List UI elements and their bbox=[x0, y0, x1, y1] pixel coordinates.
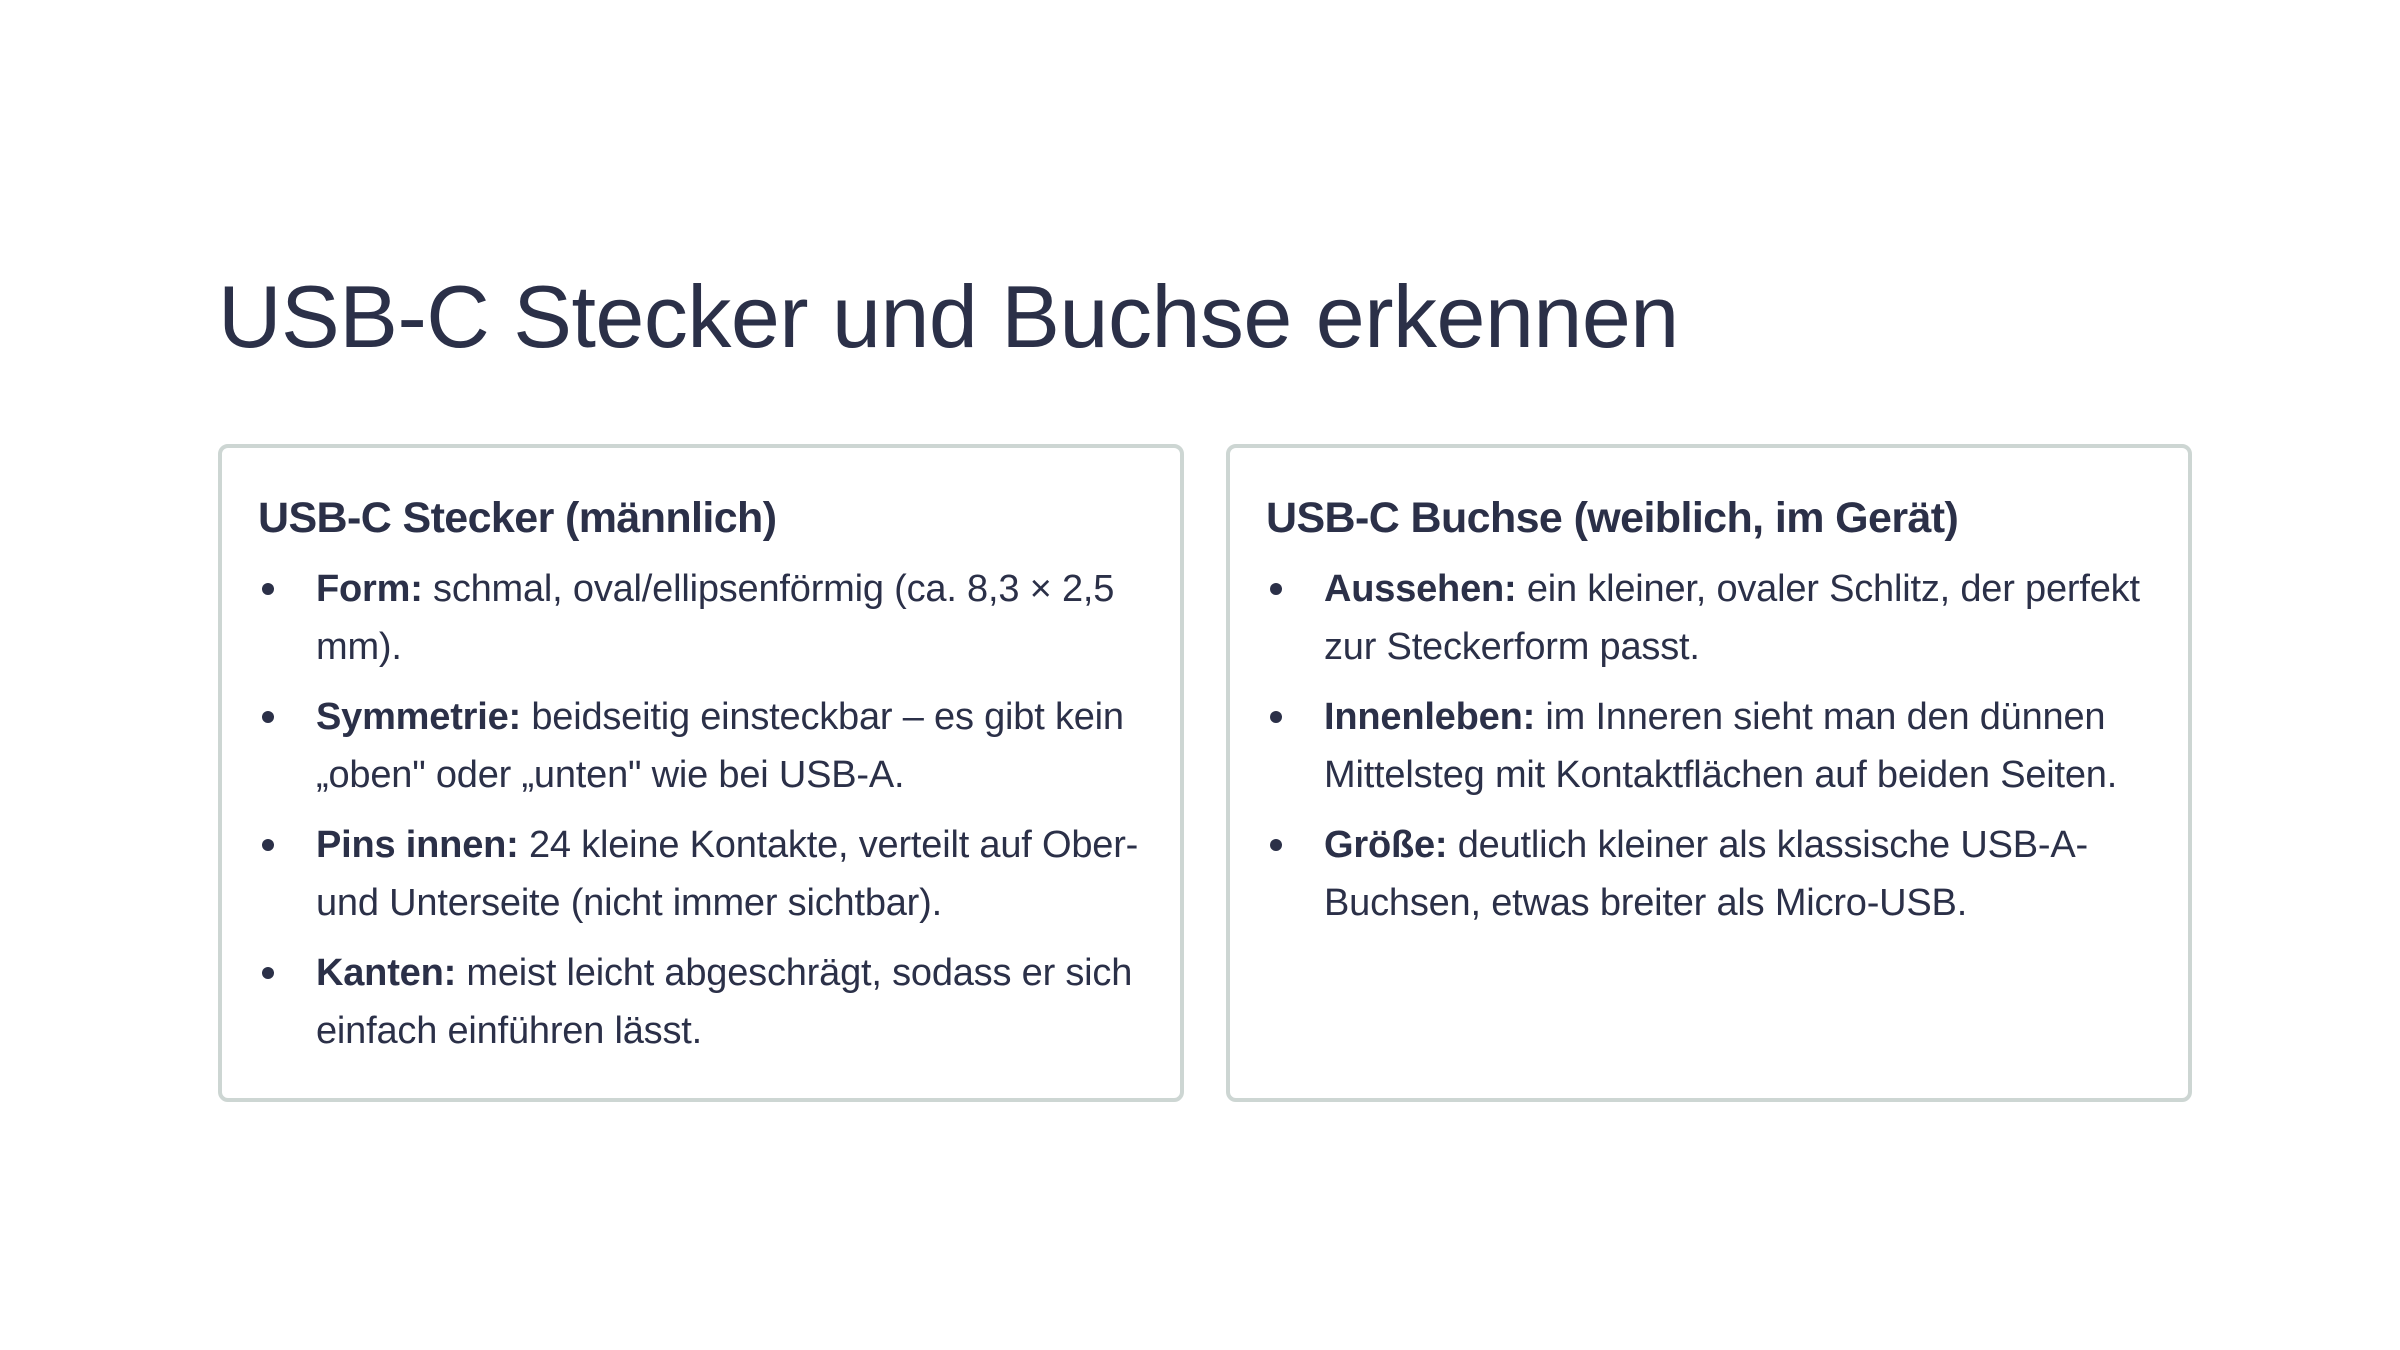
card-stecker bbox=[218, 444, 1184, 1102]
bullet-icon bbox=[1270, 583, 1282, 595]
bullet-icon bbox=[1270, 839, 1282, 851]
bullet-text: ein kleiner, ovaler Schlitz, der perfekt zur Steckerform passt. bbox=[1324, 568, 2140, 668]
bullet-icon bbox=[262, 839, 274, 851]
bullet-text: meist leicht abgeschrägt, sodass er sich einfach einführen lässt. bbox=[316, 952, 1133, 1052]
bullet-term: Innenleben: bbox=[1324, 696, 1536, 738]
bullet-list bbox=[258, 560, 1144, 1060]
slide-title: USB-C Stecker und Buchse erkennen bbox=[218, 267, 1679, 366]
bullet-text: deutlich kleiner als klassische USB-A-Buchsen, etwas breiter als Micro-USB. bbox=[1324, 824, 2088, 924]
bullet-term: Aussehen: bbox=[1324, 568, 1517, 610]
card-buchse bbox=[1226, 444, 2192, 1102]
card-heading: USB-C Buchse (weiblich, im Gerät) bbox=[1266, 494, 1959, 542]
list-item bbox=[258, 688, 1144, 804]
list-item bbox=[1266, 560, 2152, 676]
bullet-text: schmal, oval/ellipsenförmig (ca. 8,3 × 2,5 mm). bbox=[316, 568, 1115, 668]
list-item bbox=[258, 560, 1144, 676]
bullet-term: Symmetrie: bbox=[316, 696, 521, 738]
bullet-text: im Inneren sieht man den dünnen Mittelsteg mit Kontaktflächen auf beiden Seiten. bbox=[1324, 696, 2118, 796]
card-heading: USB-C Stecker (männlich) bbox=[258, 494, 777, 542]
bullet-icon bbox=[262, 711, 274, 723]
bullet-term: Pins innen: bbox=[316, 824, 519, 866]
list-item bbox=[258, 944, 1144, 1060]
bullet-text: 24 kleine Kontakte, verteilt auf Ober- und Unterseite (nicht immer sichtbar). bbox=[316, 824, 1139, 924]
bullet-term: Größe: bbox=[1324, 824, 1448, 866]
bullet-term: Form: bbox=[316, 568, 423, 610]
bullet-icon bbox=[262, 583, 274, 595]
bullet-icon bbox=[1270, 711, 1282, 723]
bullet-list bbox=[1266, 560, 2152, 932]
list-item bbox=[258, 816, 1144, 932]
bullet-text: beidseitig einsteckbar – es gibt kein „oben" oder „unten" wie bei USB-A. bbox=[316, 696, 1124, 796]
list-item bbox=[1266, 816, 2152, 932]
bullet-icon bbox=[262, 967, 274, 979]
bullet-term: Kanten: bbox=[316, 952, 457, 994]
list-item bbox=[1266, 688, 2152, 804]
